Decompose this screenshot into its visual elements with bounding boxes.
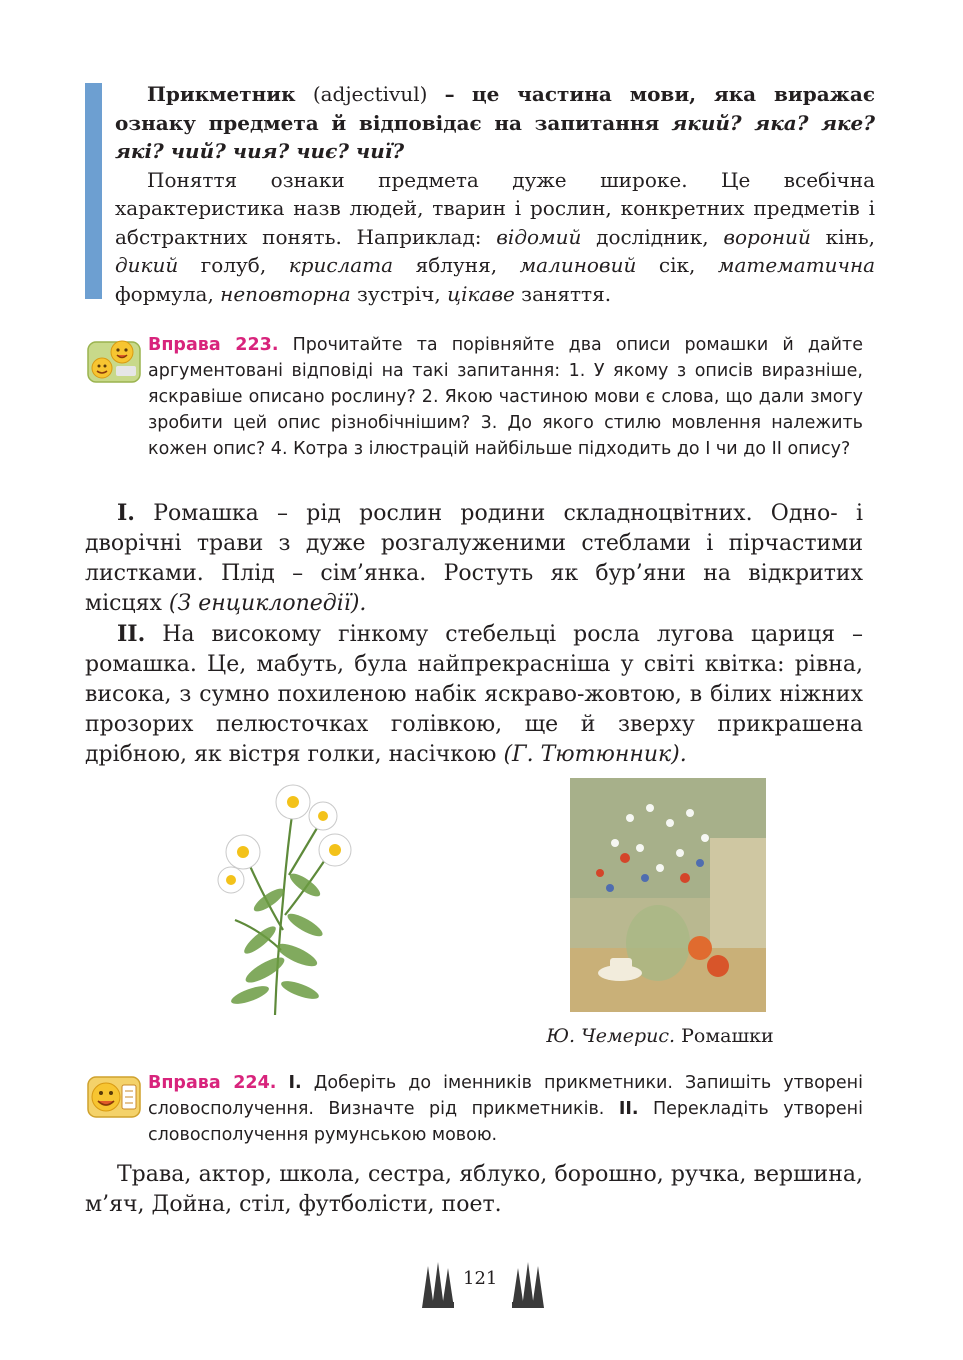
exercise-223 (148, 332, 863, 462)
text-1: І. Ромашка – рід рослин родини складноцвітних. Одно- і дворічні трави з дуже розгалуженими стеблами і пірчастими листками. Плід – сім’янка. Ростуть як бур’яни на відкритих місцях (З енциклопедії). (85, 500, 863, 616)
chamomile-illustration (205, 780, 365, 1020)
painting-caption: Ю. Чемерис. Ромашки (546, 1025, 774, 1047)
text-2: ІІ. На високому гінкому стебельці росла лугова цариця – ромашка. Це, мабуть, була найпрекрасніша у світі квітка: рівна, висока, з сумно похиленою набік яскраво-жовтою, в білих ніжних прозорих пелюсточках голівкою, ще й зверху прикрашена дрібною, як вістря голки, насічкою (Г. Тютюнник). (85, 621, 863, 767)
definition-block (85, 80, 876, 306)
term-latin: (adjectivul) (312, 82, 428, 106)
exercise-223-title: Вправа 223. (148, 335, 279, 355)
exercise-223-text: Прочитайте та порівняйте два описи ромашки й дайте аргументовані відповіді на такі запитання: 1. У якому з описів виразніше, яскравіше описано рослину? 2. Якою частиною мови є слова, що дали змогу зробити цей опис різнобічнішим? 3. До якого стилю мовлення належить кожен опис? 4. Котра з ілюстрацій найбільше підходить до І чи до ІІ опису? (148, 335, 863, 459)
exercise-224-title: Вправа 224. (148, 1073, 277, 1093)
definition-lead: це частина мови, яка виражає ознаку предмета й відповідає на запитання (115, 82, 876, 135)
exercise-smiley-icon (86, 336, 142, 386)
definition-text: Прикметник (adjectivul) – це частина мови, яка виражає ознаку предмета й відповідає на запитання який? яка? яке? які? чий? чия? чиє? чиї? Поняття ознаки предмета дуже широке. Це всебічна характеристика назв людей, тварин і рослин, конкретних предметів і абстрактних понять. Наприклад: відомий дослідник, вороний кінь, дикий голуб, крислата яблуня, малиновий сік, математична формула, неповторна зустріч, цікаве заняття. (115, 80, 875, 308)
painting-chamomiles (570, 778, 766, 1012)
word-list: Трава, актор, школа, сестра, яблуко, борошно, ручка, вершина, м’яч, Дойна, стіл, футболісти, поет. (85, 1162, 863, 1217)
text-passages (85, 498, 863, 770)
term: Прикметник (147, 82, 296, 106)
definition-accent-bar (85, 83, 102, 299)
definition-questions: який? яка? яке? які? чий? чия? чиє? чиї? (115, 110, 875, 163)
definition-explanation: Поняття ознаки предмета дуже широке. Це всебічна характеристика назв людей, тварин і рослин, конкретних предметів і абстрактних понять. Наприклад: відомий дослідник, вороний кінь, дикий голуб, крислата яблуня, малиновий сік, математична формула, неповторна зустріч, цікаве заняття. (115, 167, 876, 306)
page-number: 121 (463, 1268, 498, 1289)
exercise-writing-icon (86, 1071, 142, 1121)
exercise-224: Вправа 224. І. Доберіть до іменників прикметники. Запишіть утворені словосполучення. Визначте рід прикметників. ІІ. Перекладіть утворені словосполучення румунською мовою. (148, 1073, 863, 1145)
